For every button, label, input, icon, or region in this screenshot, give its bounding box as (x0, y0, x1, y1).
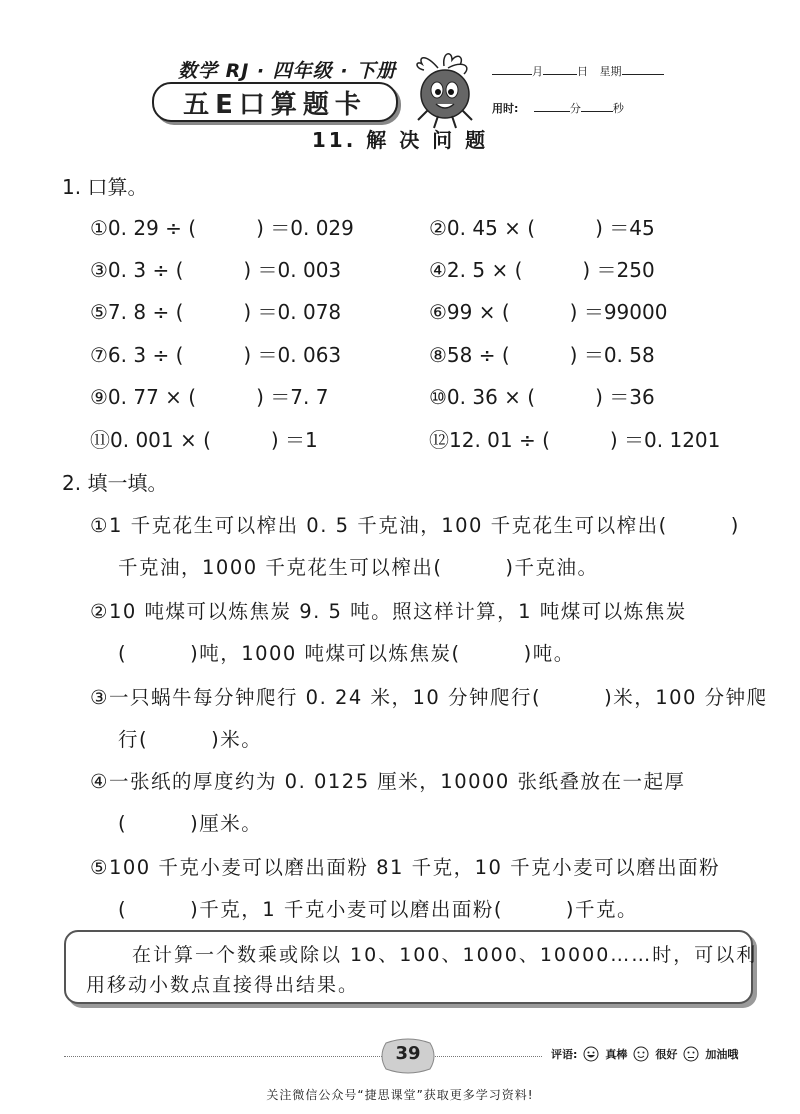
problem-line: ②10 吨煤可以炼焦炭 9. 5 吨。照这样计算，1 吨煤可以炼焦炭 (90, 600, 687, 623)
day-blank[interactable] (543, 63, 577, 75)
day-label: 日 (577, 65, 588, 78)
problem-line: 千克油，1000 千克花生可以榨出( )千克油。 (118, 556, 599, 579)
section-1-heading: 1. 口算。 (62, 175, 148, 199)
calc-item: ⑪0. 001 × ( ) ＝1 (90, 428, 318, 452)
great-face-icon[interactable] (583, 1046, 599, 1062)
rating-keep-going: 加油哦 (705, 1048, 739, 1061)
calc-item: ⑨0. 77 × ( ) ＝7. 7 (90, 385, 329, 409)
tip-line-1: 在计算一个数乘或除以 10、100、1000、10000……时，可以利 (132, 944, 758, 966)
calc-item: ⑫12. 01 ÷ ( ) ＝0. 1201 (429, 428, 721, 452)
calc-item: ③0. 3 ÷ ( ) ＝0. 003 (90, 258, 342, 282)
calc-item: ②0. 45 × ( ) ＝45 (429, 216, 655, 240)
problem-line: ( )吨，1000 吨煤可以炼焦炭( )吨。 (118, 642, 575, 665)
time-label: 用时: (492, 102, 519, 115)
problem-line: 行( )米。 (118, 728, 263, 751)
problem-line: ④一张纸的厚度约为 0. 0125 厘米，10000 张纸叠放在一起厚 (90, 770, 686, 793)
calc-item: ⑤7. 8 ÷ ( ) ＝0. 078 (90, 300, 342, 324)
calc-item: ⑦6. 3 ÷ ( ) ＝0. 063 (90, 343, 342, 367)
subject-label: 数学 RJ · 四年级 · 下册 (178, 60, 397, 82)
seconds-blank[interactable] (581, 100, 613, 112)
problem-line: ③一只蜗牛每分钟爬行 0. 24 米，10 分钟爬行( )米，100 分钟爬 (90, 686, 768, 709)
calc-item: ①0. 29 ÷ ( ) ＝0. 029 (90, 216, 354, 240)
date-fields (492, 63, 664, 79)
month-label: 月 (532, 65, 543, 78)
calc-item: ⑥99 × ( ) ＝99000 (429, 300, 668, 324)
minutes-label: 分 (569, 102, 581, 115)
rating-good: 很好 (655, 1048, 678, 1061)
weekday-label: 星期 (599, 65, 622, 78)
footer-divider-left (64, 1056, 382, 1057)
banner-title: 五E口算题卡 (183, 89, 367, 120)
calc-item: ④2. 5 × ( ) ＝250 (429, 258, 655, 282)
rating-great: 真棒 (605, 1048, 628, 1061)
problem-line: ( )千克，1 千克小麦可以磨出面粉( )千克。 (118, 898, 639, 921)
problem-line: ⑤100 千克小麦可以磨出面粉 81 千克，10 千克小麦可以磨出面粉 (90, 856, 721, 879)
rating-label: 评语: (551, 1048, 578, 1061)
title-banner (152, 82, 398, 122)
minutes-blank[interactable] (534, 100, 570, 112)
seconds-label: 秒 (612, 102, 624, 115)
weekday-blank[interactable] (622, 63, 664, 75)
good-face-icon[interactable] (633, 1046, 649, 1062)
radish-mascot-icon (408, 50, 482, 130)
problem-line: ( )厘米。 (118, 812, 263, 835)
promo-text: 关注微信公众号“捷思课堂”获取更多学习资料! (266, 1088, 534, 1102)
footer-divider-right (432, 1056, 542, 1057)
problem-line: ①1 千克花生可以榨出 0. 5 千克油，100 千克花生可以榨出( ) (90, 514, 740, 537)
time-fields (492, 100, 624, 116)
calc-item: ⑩0. 36 × ( ) ＝36 (429, 385, 655, 409)
month-blank[interactable] (492, 63, 532, 75)
keep-going-face-icon[interactable] (683, 1046, 699, 1062)
rating-row (551, 1046, 738, 1062)
page-number: 39 (395, 1043, 421, 1064)
tip-box (64, 930, 758, 1004)
calc-item: ⑧58 ÷ ( ) ＝0. 58 (429, 343, 655, 367)
lesson-title: 11. 解 决 问 题 (311, 128, 489, 152)
section-2-heading: 2. 填一填。 (62, 471, 168, 495)
tip-line-2: 用移动小数点直接得出结果。 (86, 974, 360, 996)
